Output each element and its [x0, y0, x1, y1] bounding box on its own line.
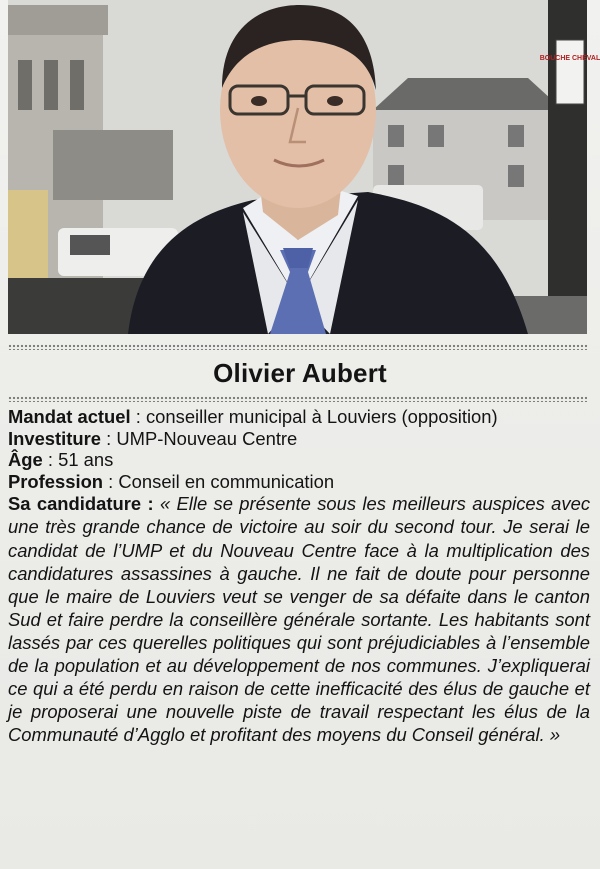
fact-value: UMP-Nouveau Centre — [116, 427, 298, 449]
fact-investiture: Investiture : UMP-Nouveau Centre — [8, 427, 298, 449]
candidature-quote: « Elle se présente sous les meilleurs auspices avec une très grande chance de victoire au soir du second tour. Je serai le candidat de l’UMP et du Nouveau Centre face à la multiplication des candidatures assassines à gauche. Il ne fait de doute pour personne que le maire de Louviers veut se venger de sa défaite dans le canton Sud et faire perdre la conseillère générale sortante. Les habitants sont lassés par ces querelles politiques qui sont préjudiciables à l’ensemble de la population et au développement de nos communes. J’expliquerai ce qui a été perdu en raison de cette inefficacité des élus de gauche et je proposerai une nouvelle piste de travail respectant les élus de la Communauté d’Agglo et profitant des moyens du Conseil général. » — [8, 493, 591, 746]
fact-label: Mandat actuel — [8, 406, 131, 427]
photo-illustration — [8, 0, 600, 334]
storefront-sign-text: BOUCHE CHEVAL — [539, 55, 600, 62]
dotted-rule-bottom — [8, 396, 587, 402]
fact-value: Conseil en communication — [118, 470, 335, 492]
dotted-rule-top — [8, 344, 587, 350]
fact-label: Investiture — [8, 427, 102, 449]
fact-value: conseiller municipal à Louviers (opposition) — [145, 406, 498, 427]
fact-age: Âge : 51 ans — [8, 449, 114, 471]
fact-label: Profession — [8, 470, 104, 492]
fact-value: 51 ans — [58, 449, 114, 471]
fact-label: Âge — [8, 449, 43, 471]
fact-mandat: Mandat actuel : conseiller municipal à Louviers (opposition) — [8, 406, 498, 427]
candidate-facts — [8, 406, 590, 746]
candidate-name: Olivier Aubert — [213, 358, 387, 388]
candidate-photo — [8, 0, 600, 334]
fact-profession: Profession : Conseil en communication — [8, 470, 335, 492]
candidature-label: Sa candidature — [8, 493, 142, 515]
candidature-paragraph: Sa candidature : « Elle se présente sous les meilleurs auspices avec une très grande chance de victoire au soir du second tour. Je serai le candidat de l’UMP et du Nouveau Centre face à la multiplication des candidatures assassines à gauche. Il ne fait de doute pour personne que le maire de Louviers veut se venger de sa défaite dans le canton Sud et faire perdre la conseillère générale sortante. Les habitants sont lassés par ces querelles politiques qui sont préjudiciables à l’ensemble de la population et au développement de nos communes. J’expliquerai ce qui a été perdu en raison de cette inefficacité des élus de gauche et je proposerai une nouvelle piste de travail respectant les élus de la Communauté d’Agglo et profitant des moyens du Conseil général. » — [8, 493, 591, 746]
